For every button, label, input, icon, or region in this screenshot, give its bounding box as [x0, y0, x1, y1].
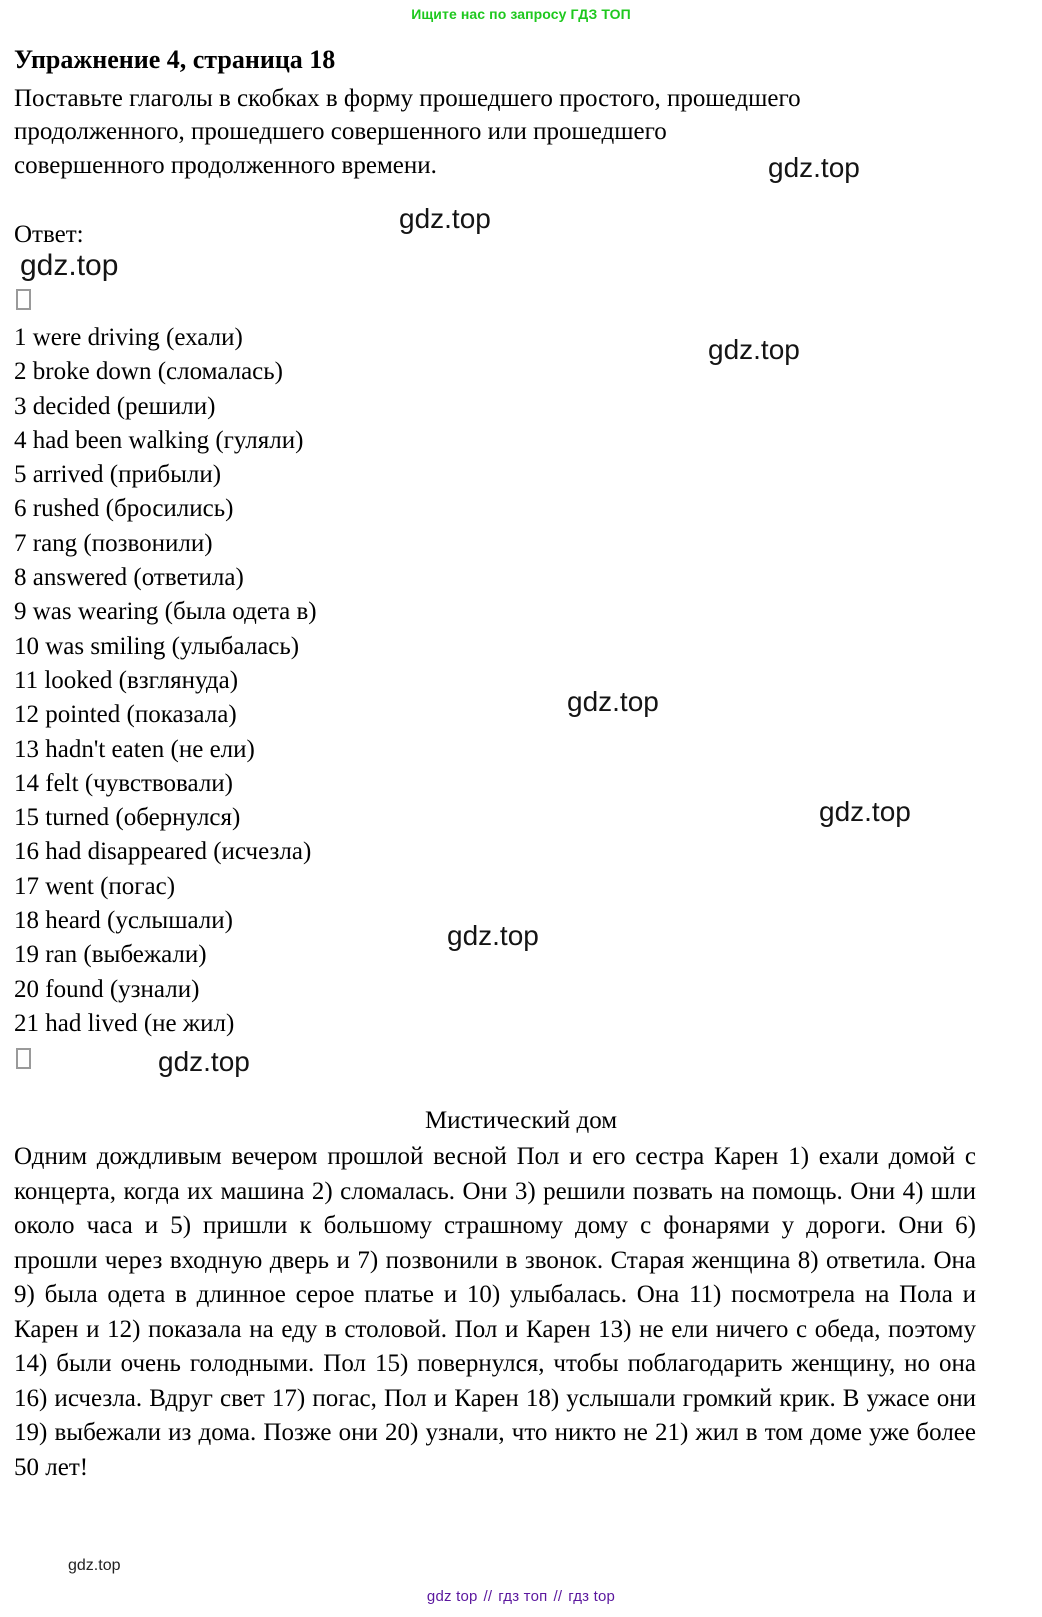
- list-item: 19 ran (выбежали): [14, 941, 207, 969]
- watermark-small: gdz.top: [68, 1557, 121, 1574]
- list-item: 21 had lived (не жил): [14, 1009, 235, 1037]
- watermark: gdz.top: [158, 1046, 250, 1077]
- answer-label: Ответ:: [14, 221, 84, 248]
- list-item: 4 had been walking (гуляли): [14, 426, 304, 454]
- list-item: 12 pointed (показала): [14, 701, 237, 729]
- list-item: 15 turned (обернулся): [14, 804, 241, 832]
- answer-list: [14, 321, 317, 1041]
- watermark: gdz.top: [819, 796, 911, 827]
- list-item: 11 looked (взглянуда): [14, 666, 239, 694]
- footer-separator: //: [553, 1588, 563, 1605]
- watermark: gdz.top: [447, 920, 539, 951]
- list-item: 10 was smiling (улыбалась): [14, 632, 300, 660]
- list-item: 3 decided (решили): [14, 392, 216, 420]
- list-item: 5 arrived (прибыли): [14, 461, 222, 489]
- list-item: 17 went (погас): [14, 872, 176, 900]
- list-item: 9 was wearing (была одета в): [14, 598, 317, 626]
- list-item: 8 answered (ответила): [14, 564, 244, 592]
- missing-glyph-box: [16, 1048, 31, 1071]
- list-item: 2 broke down (сломалась): [14, 358, 284, 386]
- footer-link-gdz-top-ru[interactable]: гдз топ: [498, 1588, 548, 1605]
- list-item: 18 heard (услышали): [14, 907, 233, 935]
- task-line: Поставьте глаголы в скобках в форму прошедшего простого, прошедшего: [14, 85, 801, 112]
- footer-links: [0, 1588, 1042, 1605]
- watermark: gdz.top: [768, 152, 860, 183]
- footer-separator: //: [483, 1588, 493, 1605]
- page-title: Упражнение 4, страница 18: [14, 45, 336, 74]
- list-item: 16 had disappeared (исчезла): [14, 838, 312, 866]
- story-body: [14, 1140, 976, 1485]
- tofu-box-icon: [16, 289, 31, 310]
- list-item: 7 rang (позвонили): [14, 529, 213, 557]
- list-item: 14 felt (чувствовали): [14, 769, 233, 797]
- watermark: gdz.top: [20, 249, 119, 282]
- footer-link-gdz-top[interactable]: gdz top: [426, 1588, 478, 1605]
- watermark: gdz.top: [567, 686, 659, 717]
- watermark: gdz.top: [399, 203, 491, 234]
- story-paragraph: Одним дождливым вечером прошлой весной Пол и его сестра Карен 1) ехали домой с концерта, когда их машина 2) сломалась. Они 3) решили позвать на помощь. Они 4) шли около часа и 5) пришли к большому страшному дому с фонарями у дороги. Они 6) прошли через входную дверь и 7) позвонили в звонок. Старая женщина 8) ответила. Она 9) была одета в длинное серое платье и 10) улыбалась. Она 11) посмотрела на Пола и Карен и 12) показала на еду в столовой. Пол и Карен 13) не ели ничего с обеда, поэтому 14) были очень голодными. Пол 15) повернулся, чтобы поблагодарить женщину, но она 16) исчезла. Вдруг свет 17) погас, Пол и Карен 18) услышали громкий крик. В ужасе они 19) выбежали из дома. Позже они 20) узнали, что никто не 21) жил в том доме уже более 50 лет!: [14, 1143, 976, 1481]
- task-line: совершенного продолженного времени.: [14, 151, 437, 179]
- tofu-box-icon: [16, 1048, 31, 1069]
- task-line: продолженного, прошедшего совершенного или прошедшего: [14, 118, 667, 146]
- story-title: Мистический дом: [424, 1107, 618, 1134]
- list-item: 1 were driving (ехали): [14, 324, 243, 351]
- list-item: 13 hadn't eaten (не ели): [14, 735, 255, 763]
- list-item: 6 rushed (бросились): [14, 495, 234, 523]
- watermark: gdz.top: [708, 334, 800, 365]
- footer-link-gdz-top-mixed[interactable]: гдз top: [568, 1588, 616, 1605]
- missing-glyph-box: [16, 289, 31, 312]
- list-item: 20 found (узнали): [14, 975, 200, 1003]
- promo-banner: Ищите нас по запросу ГДЗ ТОП: [411, 6, 631, 22]
